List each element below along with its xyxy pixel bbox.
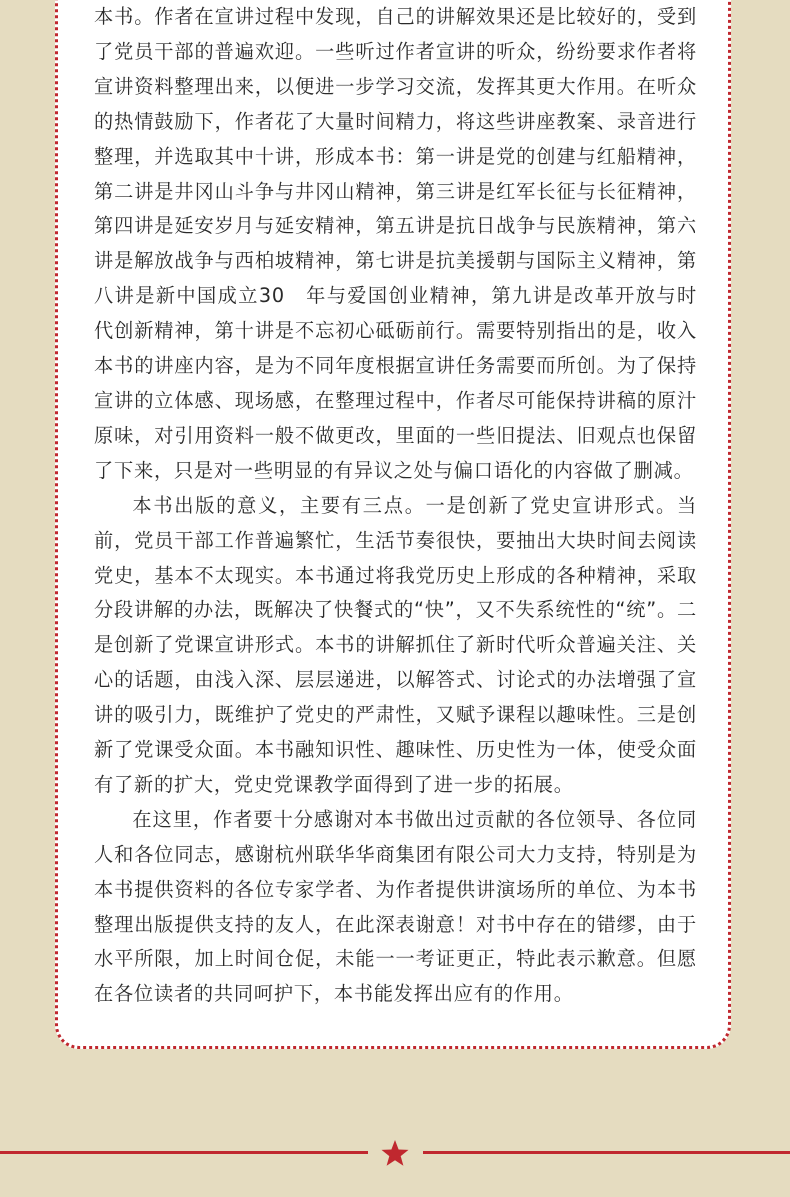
divider-line-left bbox=[0, 1151, 368, 1154]
body-text bbox=[94, 0, 697, 1012]
paragraph-3: 在这里，作者要十分感谢对本书做出过贡献的各位领导、各位同人和各位同志，感谢杭州联华华商集团有限公司大力支持，特别是为本书提供资料的各位专家学者、为作者提供讲演场所的单位、为本书整理出版提供支持的友人，在此深表谢意！对书中存在的错缪，由于水平所限，加上时间仓促，未能一一考证更正，特此表示歉意。但愿在各位读者的共同呵护下，本书能发挥出应有的作用。 bbox=[94, 807, 697, 1006]
paragraph-2: 本书出版的意义，主要有三点。一是创新了党史宣讲形式。当前，党员干部工作普遍繁忙，生活节奏很快，要抽出大块时间去阅读党史，基本不太现实。本书通过将我党历史上形成的各种精神，采取分段讲解的办法，既解决了快餐式的“快”，又不失系统性的“统”。二是创新了党课宣讲形式。本书的讲解抓住了新时代听众普遍关注、关心的话题，由浅入深、层层递进，以解答式、讨论式的办法增强了宣讲的吸引力，既维护了党史的严肃性，又赋予课程以趣味性。三是创新了党课受众面。本书融知识性、趣味性、历史性为一体，使受众面有了新的扩大，党史党课教学面得到了进一步的拓展。 bbox=[94, 493, 697, 796]
star-icon bbox=[380, 1138, 410, 1168]
paragraph-1: 本书。作者在宣讲过程中发现，自己的讲解效果还是比较好的，受到了党员干部的普遍欢迎。一些听过作者宣讲的听众，纷纷要求作者将宣讲资料整理出来，以便进一步学习交流，发挥其更大作用。在听众的热情鼓励下，作者花了大量时间精力，将这些讲座教案、录音进行整理，并选取其中十讲，形成本书：第一讲是党的创建与红船精神，第二讲是井冈山斗争与井冈山精神，第三讲是红军长征与长征精神，第四讲是延安岁月与延安精神，第五讲是抗日战争与民族精神，第六讲是解放战争与西柏坡精神，第七讲是抗美援朝与国际主义精神，第八讲是新中国成立30 年与爱国创业精神，第九讲是改革开放与时代创新精神，第十讲是不忘初心砥砺前行。需要特别指出的是，收入本书的讲座内容，是为不同年度根据宣讲任务需要而所创。为了保持宣讲的立体感、现场感，在整理过程中，作者尽可能保持讲稿的原汁原味，对引用资料一般不做更改，里面的一些旧提法、旧观点也保留了下来，只是对一些明显的有异议之处与偏口语化的内容做了删减。 bbox=[94, 5, 697, 482]
divider-line-right bbox=[423, 1151, 790, 1154]
